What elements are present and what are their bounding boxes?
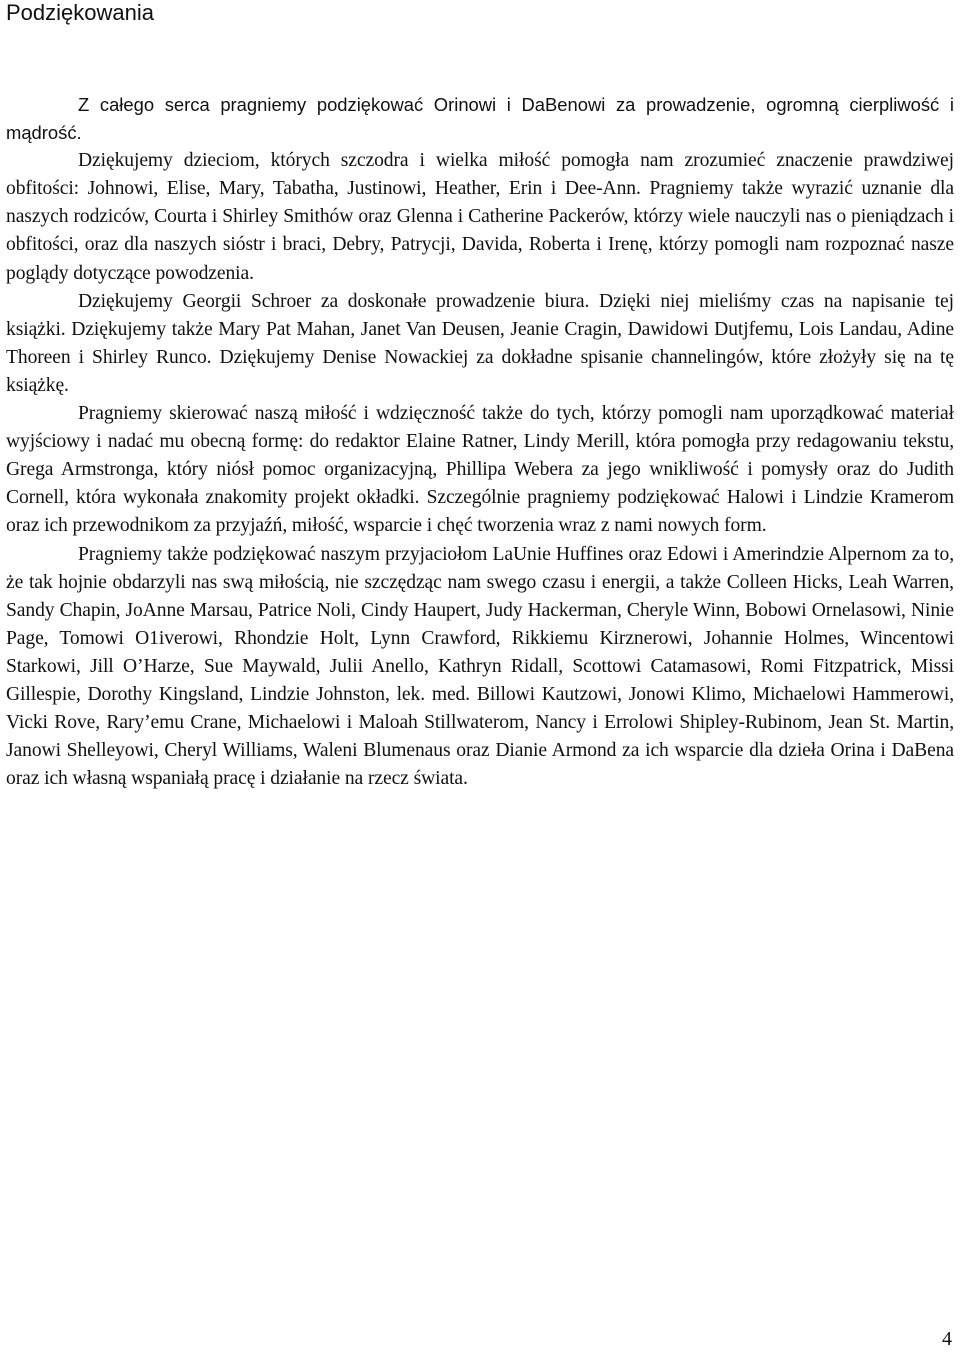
paragraph-5: Pragniemy także podziękować naszym przyjaciołom LaUnie Huffines oraz Edowi i Amerindzie Alpernom za to, że tak hojnie obdarzyli nas swą miłością, nie szczędząc nam swego czasu i energii, a także Colleen Hicks, Leah Warren, Sandy Chapin, JoAnne Marsau, Patrice Noli, Cindy Haupert, Judy Hackerman, Cheryle Winn, Bobowi Ornelasowi, Ninie Page, Tomowi O1iverowi, Rhondzie Holt, Lynn Crawford, Rikkiemu Kirznerowi, Johannie Holmes, Wincentowi Starkowi, Jill O’Harze, Sue Maywald, Julii Anello, Kathryn Ridall, Scottowi Catamasowi, Romi Fitzpatrick, Missi Gillespie, Dorothy Kingsland, Lindzie Johnston, lek. med. Billowi Kautzowi, Jonowi Klimo, Michaelowi Hammerowi, Vicki Rove, Rary’emu Crane, Michaelowi i Maloah Stillwaterom, Nancy i Errolowi Shipley-Rubinom, Jean St. Martin, Janowi Shelleyowi, Cheryl Williams, Waleni Blumenaus oraz Dianie Armond za ich wsparcie dla dzieła Orina i DaBena oraz ich własną wspaniałą pracę i działanie na rzecz świata. (6, 543, 954, 790)
document-body (6, 91, 954, 793)
paragraph-1: Z całego serca pragniemy podziękować Orinowi i DaBenowi za prowadzenie, ogromną cierpliwość i mądrość. (6, 94, 954, 144)
paragraph-4: Pragniemy skierować naszą miłość i wdzięczność także do tych, którzy pomogli nam uporządkować materiał wyjściowy i nadać mu obecną formę: do redaktor Elaine Ratner, Lindy Merill, która pomogła przy redagowaniu tekstu, Grega Armstronga, który niósł pomoc organizacyjną, Phillipa Webera za jego wnikliwość i pomysły oraz do Judith Cornell, która wykonała znakomity projekt okładki. Szczególnie pragniemy podziękować Halowi i Lindzie Kramerom oraz ich przewodnikom za przyjaźń, miłość, wsparcie i chęć tworzenia wraz z nami nowych form. (6, 403, 954, 537)
paragraph-3: Dziękujemy Georgii Schroer za doskonałe prowadzenie biura. Dzięki niej mieliśmy czas na napisanie tej książki. Dziękujemy także Mary Pat Mahan, Janet Van Deusen, Jeanie Cragin, Dawidowi Dutjfemu, Lois Landau, Adine Thoreen i Shirley Runco. Dziękujemy Denise Nowackiej za dokładne spisanie channelingów, które złożyły się na tę książkę. (6, 290, 954, 396)
paragraph-2: Dziękujemy dzieciom, których szczodra i wielka miłość pomogła nam zrozumieć znaczenie prawdziwej obfitości: Johnowi, Elise, Mary, Tabatha, Justinowi, Heather, Erin i Dee-Ann. Pragniemy także wyrazić uznanie dla naszych rodziców, Courta i Shirley Smithów oraz Glenna i Catherine Packerów, którzy wiele nauczyli nas o pieniądzach i obfitości, oraz dla naszych sióstr i braci, Debry, Patrycji, Davida, Roberta i Irenę, którzy pomogli nam rozpoznać nasze poglądy dotyczące powodzenia. (6, 150, 954, 284)
page-title: Podziękowania (6, 0, 154, 25)
page-number: 4 (942, 1328, 952, 1350)
